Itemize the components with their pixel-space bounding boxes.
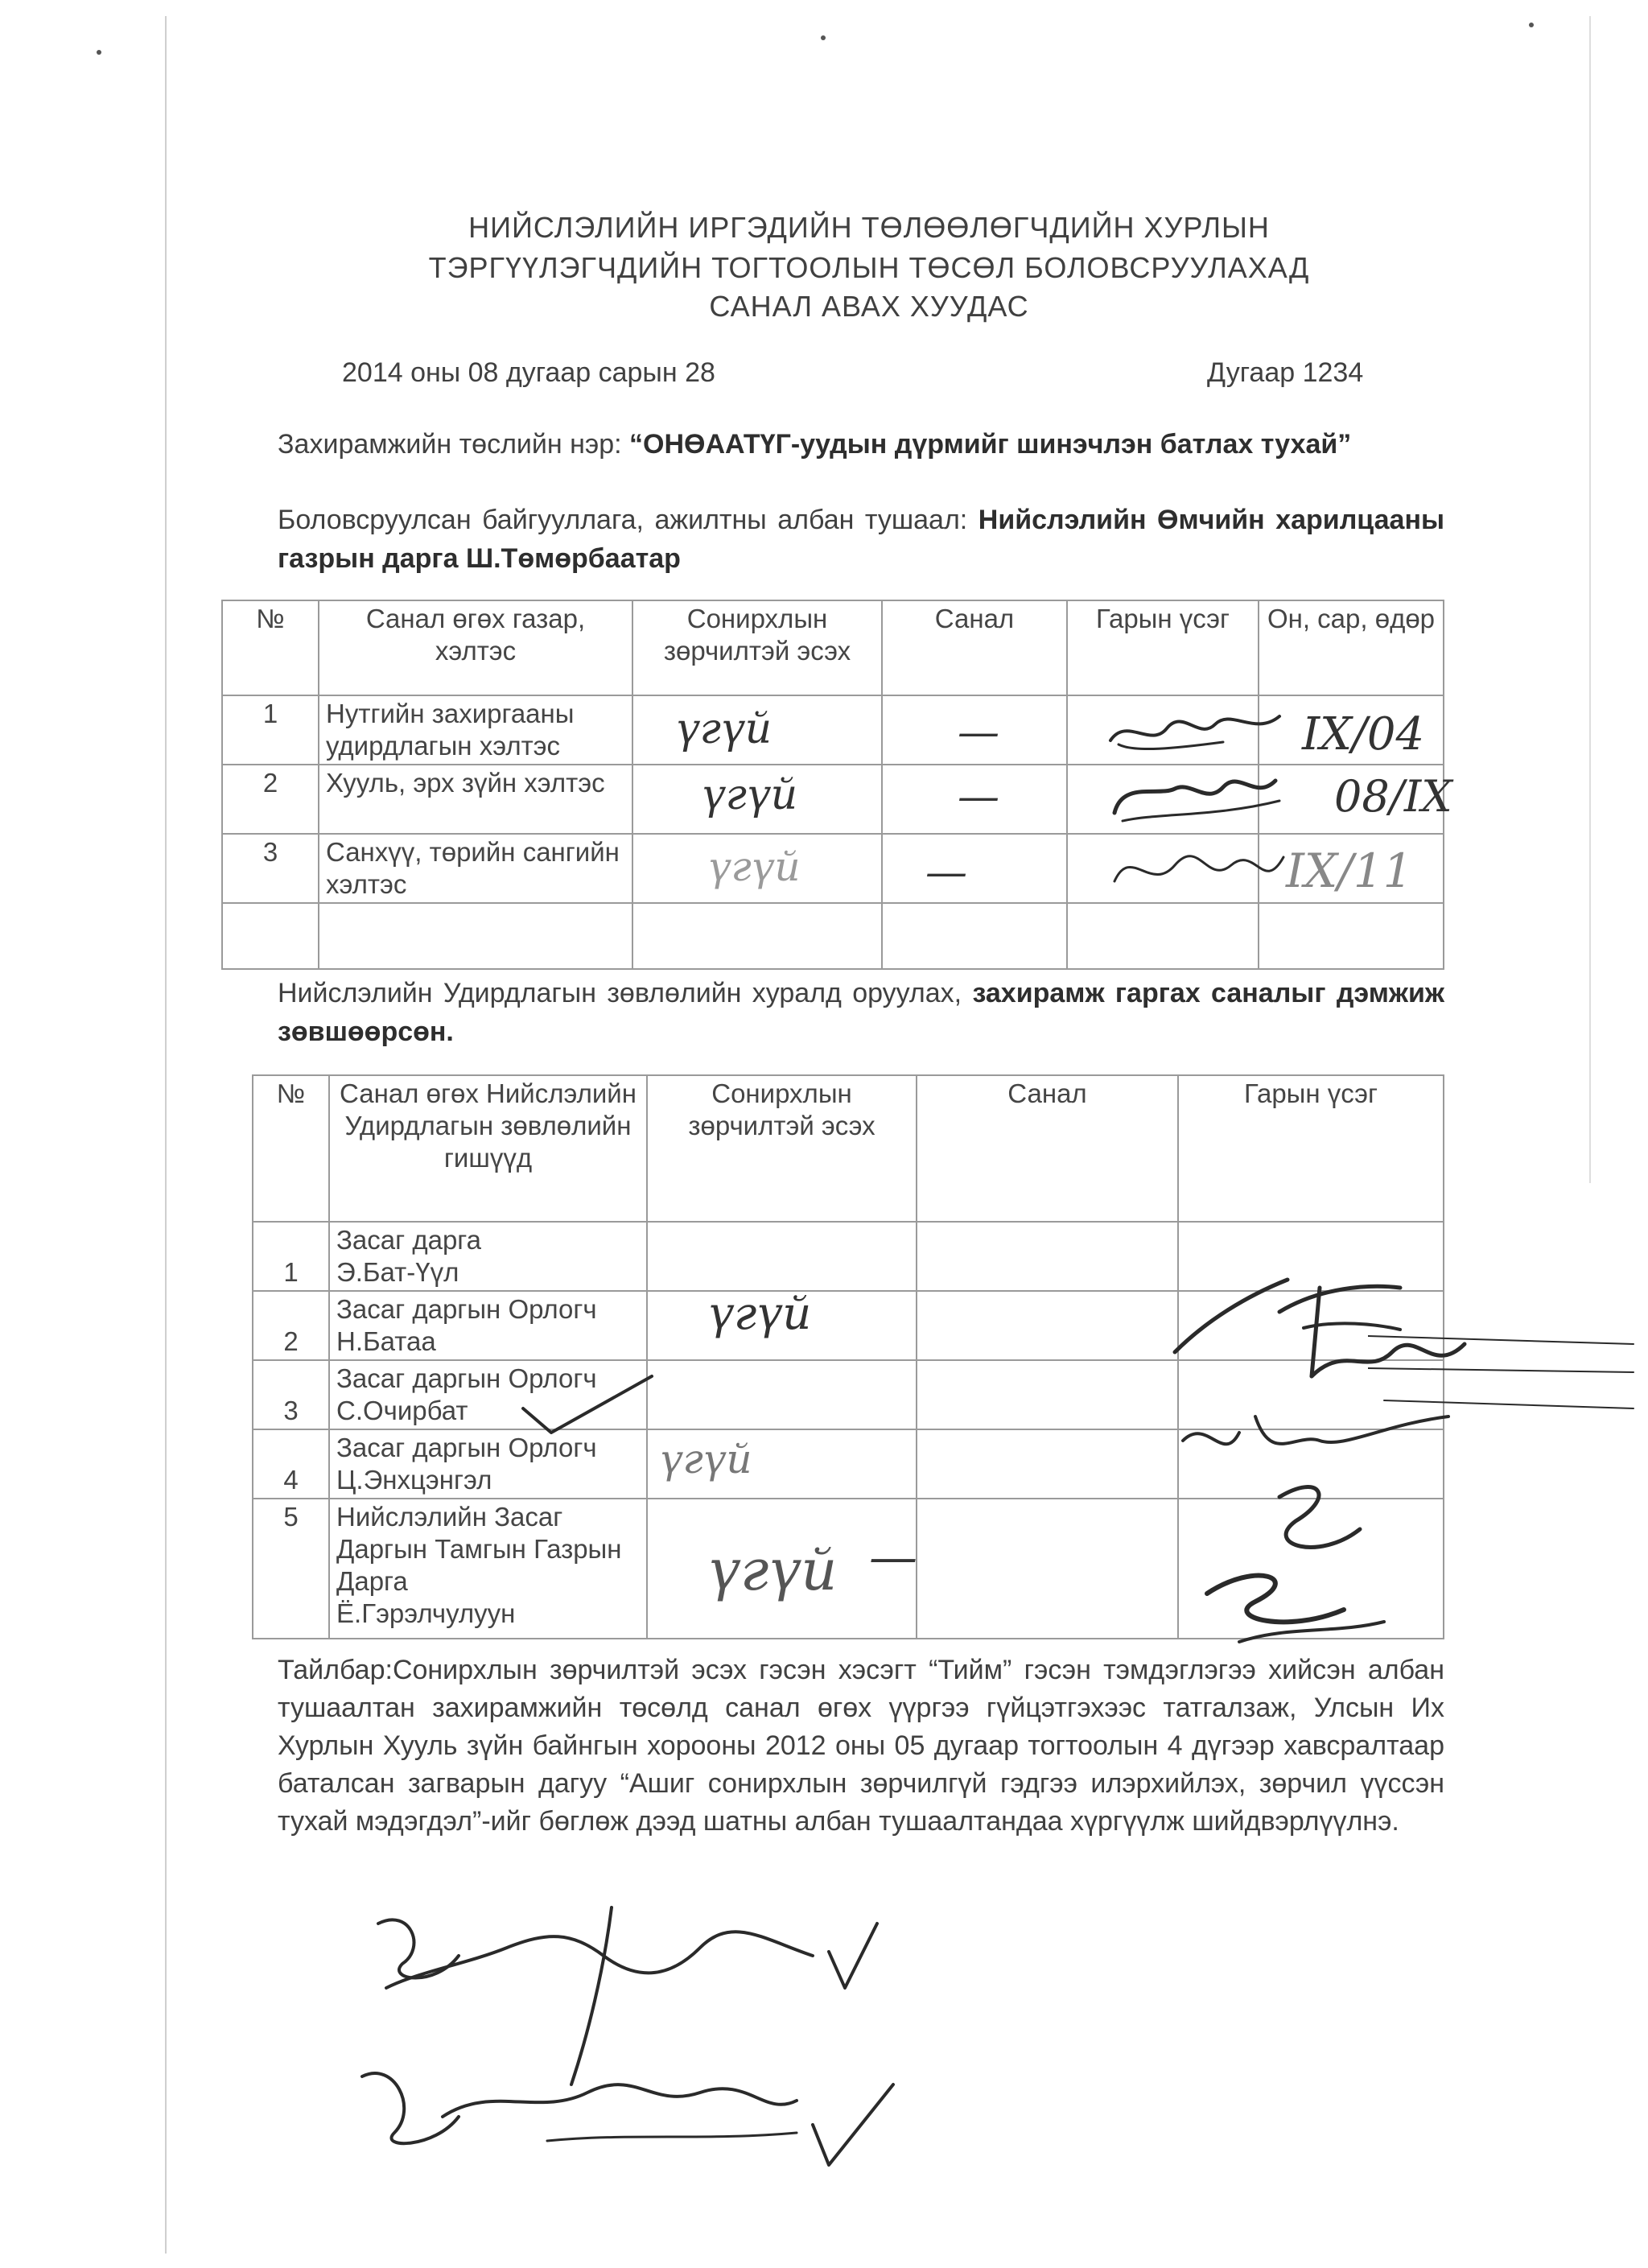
handwritten-conflict-answer: үгүй bbox=[676, 705, 772, 753]
project-label: Захирамжийн төслийн нэр: bbox=[278, 429, 622, 460]
handwritten-date: IX/11 bbox=[1286, 843, 1413, 898]
member-name: Ц.Энхцэнгэл bbox=[336, 1465, 492, 1495]
row-number bbox=[222, 903, 319, 969]
col-header-signature: Гарын үсэг bbox=[1178, 1075, 1444, 1222]
handwritten-opinion: — bbox=[958, 708, 999, 757]
author-name: Нийслэлийн Өмчийн харилцааны газрын дарга Ш.Төмөрбаатар bbox=[278, 505, 1445, 574]
row-department: Хууль, эрх зүйн хэлтэс bbox=[319, 765, 632, 834]
col-header-member: Санал өгөх Нийслэлийн Удирдлагын зөвлөлийн гишүүд bbox=[329, 1075, 647, 1222]
approval-text-2: захирамж гаргах саналыг bbox=[972, 978, 1326, 1008]
scan-smear bbox=[1368, 1320, 1642, 1449]
row-opinion-cell bbox=[917, 1291, 1178, 1360]
row-number: 5 bbox=[253, 1499, 329, 1639]
handwritten-conflict-answer: үгүй bbox=[708, 1288, 812, 1340]
doc-number: Дугаар 1234 bbox=[1207, 357, 1364, 388]
row-department: Нутгийн захиргааны удирдлагын хэлтэс bbox=[319, 695, 632, 765]
row-opinion-cell bbox=[917, 1499, 1178, 1639]
row-opinion-cell bbox=[882, 903, 1067, 969]
col-header-date: Он, сар, өдөр bbox=[1259, 600, 1444, 695]
member-position: Засаг даргын Орлогч bbox=[336, 1294, 597, 1324]
member-name: Э.Бат-Үүл bbox=[336, 1257, 459, 1287]
handwritten-opinion: — bbox=[869, 1529, 917, 1586]
project-name-paragraph bbox=[278, 425, 1444, 502]
handwritten-opinion: — bbox=[925, 848, 967, 897]
row-conflict-cell bbox=[647, 1360, 917, 1429]
handwritten-date: 08/IX bbox=[1334, 771, 1452, 822]
signature-image bbox=[1102, 692, 1296, 918]
member-name: Н.Батаа bbox=[336, 1326, 436, 1356]
row-opinion-cell bbox=[917, 1429, 1178, 1499]
table-header-row bbox=[222, 600, 1444, 695]
col-header-signature: Гарын үсэг bbox=[1067, 600, 1259, 695]
signature-image bbox=[346, 1875, 925, 2197]
row-number: 4 bbox=[253, 1429, 329, 1499]
col-header-number: № bbox=[222, 600, 319, 695]
member-position: Нийслэлийн Засаг Даргын Тамгын Газрын Дарга bbox=[336, 1502, 622, 1596]
member-position: Засаг дарга bbox=[336, 1225, 481, 1255]
handwritten-conflict-answer: үгүй bbox=[708, 1537, 838, 1603]
footnote-paragraph: Тайлбар:Сонирхлын зөрчилтэй эсэх гэсэн хэсэгт “Тийм” гэсэн тэмдэглэгээ хийсэн албан тушаалтан захирамжийн төсөлд санал өгөх үүргээ гүйцэтгэхээс татгалзаж, Улсын Их Хурлын Хууль зүйн байнгын хорооны 2012 оны 05 дугаар тогтоолын 4 дүгээр хавсралтаар баталсан загварын дагуу “Ашиг сонирхлын зөрчилгүй гэдгээ илэрхийлэх, зөрчил үүссэн тухай мэдэгдэл”-ийг бөглөж дээд шатны албан тушаалтандаа хүргүүлж шийдвэрлүүлнэ. bbox=[278, 1655, 1444, 1837]
col-header-conflict: Сонирхлын зөрчилтэй эсэх bbox=[632, 600, 882, 695]
member-name: С.Очирбат bbox=[336, 1396, 468, 1425]
row-opinion-cell bbox=[882, 834, 1067, 903]
approval-text-3: дэмжиж зөвшөөрсөн. bbox=[278, 978, 1444, 1047]
member-position: Засаг даргын Орлогч bbox=[336, 1363, 597, 1393]
scan-speck bbox=[1529, 23, 1534, 27]
handwritten-date: IX/04 bbox=[1302, 708, 1425, 761]
row-conflict-cell bbox=[632, 903, 882, 969]
row-department: Санхүү, төрийн сангийн хэлтэс bbox=[319, 834, 632, 903]
scan-speck bbox=[97, 50, 101, 55]
row-number: 2 bbox=[222, 765, 319, 834]
check-mark-icon bbox=[515, 1368, 660, 1441]
table-header-row bbox=[253, 1075, 1444, 1222]
project-name: “ОНӨААТҮГ-уудын дүрмийг шинэчлэн батлах тухай” bbox=[629, 429, 1352, 460]
row-member bbox=[329, 1222, 647, 1291]
approval-paragraph bbox=[278, 974, 1444, 1051]
row-number: 3 bbox=[222, 834, 319, 903]
row-department bbox=[319, 903, 632, 969]
row-number: 1 bbox=[253, 1222, 329, 1291]
doc-title-line1: НИЙСЛЭЛИЙН ИРГЭДИЙН ТӨЛӨӨЛӨГЧДИЙН ХУРЛЫН bbox=[468, 211, 1270, 244]
row-conflict-cell bbox=[647, 1222, 917, 1291]
approval-text-1: Нийслэлийн Удирдлагын зөвлөлийн хуралд оруулах, bbox=[278, 978, 962, 1008]
row-opinion-cell bbox=[917, 1222, 1178, 1291]
doc-date: 2014 оны 08 дугаар сарын 28 bbox=[342, 357, 715, 388]
handwritten-conflict-answer: үгүй bbox=[702, 771, 798, 819]
col-header-conflict: Сонирхлын зөрчилтэй эсэх bbox=[647, 1075, 917, 1222]
scan-margin-line bbox=[165, 16, 167, 2254]
row-number: 2 bbox=[253, 1291, 329, 1360]
handwritten-conflict-answer: үгүй bbox=[660, 1436, 752, 1482]
row-opinion-cell bbox=[917, 1360, 1178, 1429]
col-header-number: № bbox=[253, 1075, 329, 1222]
author-paragraph bbox=[278, 501, 1444, 578]
handwritten-conflict-answer: үгүй bbox=[708, 843, 801, 890]
row-number: 1 bbox=[222, 695, 319, 765]
col-header-opinion: Санал bbox=[882, 600, 1067, 695]
col-header-department: Санал өгөх газар, хэлтэс bbox=[319, 600, 632, 695]
row-member bbox=[329, 1499, 647, 1639]
member-name: Ё.Гэрэлчулуун bbox=[336, 1598, 516, 1628]
doc-title-line3: САНАЛ АВАХ ХУУДАС bbox=[709, 290, 1029, 323]
signature-image bbox=[1159, 1256, 1513, 1674]
doc-title-line2: ТЭРГҮҮЛЭГЧДИЙН ТОГТООЛЫН ТӨСӨЛ БОЛОВСРУУЛАХАД bbox=[428, 251, 1310, 284]
row-number: 3 bbox=[253, 1360, 329, 1429]
scan-speck bbox=[821, 35, 826, 40]
scan-margin-line bbox=[1589, 16, 1591, 1183]
handwritten-opinion: — bbox=[958, 773, 999, 821]
author-label: Боловсруулсан байгууллага, ажилтны албан тушаал: bbox=[278, 505, 968, 535]
member-position: Засаг даргын Орлогч bbox=[336, 1433, 597, 1462]
col-header-opinion: Санал bbox=[917, 1075, 1178, 1222]
row-member bbox=[329, 1291, 647, 1360]
